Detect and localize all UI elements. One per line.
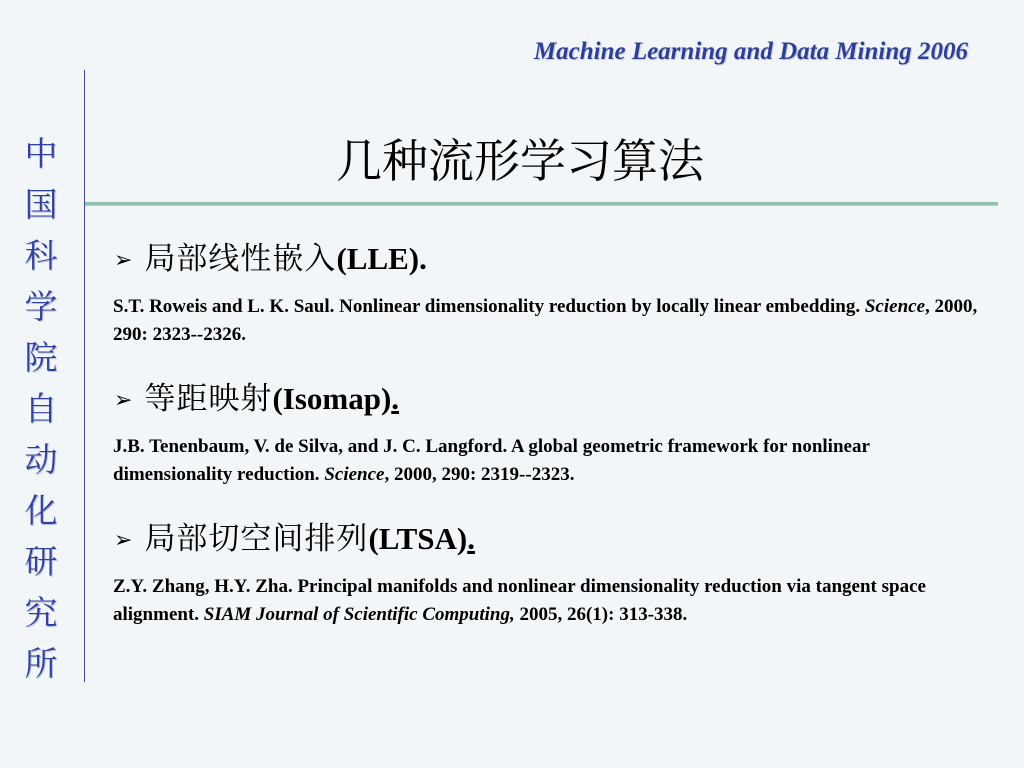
slide-title: 几种流形学习算法	[336, 134, 704, 188]
bullet-label-en: (LTSA)	[368, 521, 468, 556]
institute-char: 所	[24, 644, 58, 683]
reference-journal: SIAM Journal of Scientific Computing,	[203, 604, 515, 625]
reference-details: , 2000, 290: 2323--2326.	[113, 296, 978, 345]
institute-char: 学	[24, 287, 58, 326]
institute-char: 动	[24, 440, 58, 479]
bullet-label-cn: 局部线性嵌入	[144, 241, 337, 277]
title-underline	[85, 202, 998, 206]
vertical-divider	[84, 70, 85, 682]
reference-ltsa	[113, 573, 983, 629]
reference-journal: Science	[864, 296, 926, 317]
arrow-bullet-icon: ➢	[114, 388, 133, 413]
institute-char: 院	[24, 338, 58, 377]
header-title: Machine Learning and Data Mining 2006	[533, 38, 968, 65]
bullet-punct: .	[419, 241, 427, 276]
institute-char: 科	[24, 236, 58, 275]
bullet-isomap	[114, 373, 399, 418]
reference-text: Z.Y. Zhang, H.Y. Zha. Principal manifolds and nonlinear dimensionality reduction via tangent space alignment.	[113, 576, 926, 625]
bullet-label-cn: 局部切空间排列	[144, 521, 369, 557]
arrow-bullet-icon: ➢	[114, 528, 133, 553]
reference-text: S.T. Roweis and L. K. Saul. Nonlinear dimensionality reduction by locally linear embedding.	[113, 296, 865, 317]
institute-vertical-label	[20, 128, 62, 689]
bullet-label-cn: 等距映射	[144, 381, 273, 417]
bullet-ltsa	[114, 513, 475, 558]
institute-char: 自	[24, 389, 58, 428]
arrow-bullet-icon: ➢	[114, 248, 133, 273]
bullet-punct: .	[467, 521, 475, 556]
reference-lle	[113, 293, 983, 349]
bullet-punct: .	[391, 381, 400, 416]
reference-text: J.B. Tenenbaum, V. de Silva, and J. C. Langford. A global geometric framework for nonlinear dimensionality reduction.	[113, 436, 870, 485]
bullet-lle	[114, 233, 427, 278]
institute-char: 研	[24, 542, 58, 581]
reference-details: 2005, 26(1): 313-338.	[514, 604, 688, 625]
institute-char: 化	[24, 491, 58, 530]
reference-isomap	[113, 433, 983, 489]
reference-details: , 2000, 290: 2319--2323.	[384, 464, 575, 485]
institute-char: 国	[24, 185, 58, 224]
bullet-label-en: (LLE)	[336, 241, 420, 276]
institute-char: 究	[24, 593, 58, 632]
institute-char: 中	[24, 134, 58, 173]
bullet-label-en: (Isomap)	[272, 381, 392, 416]
reference-journal: Science	[324, 464, 385, 485]
